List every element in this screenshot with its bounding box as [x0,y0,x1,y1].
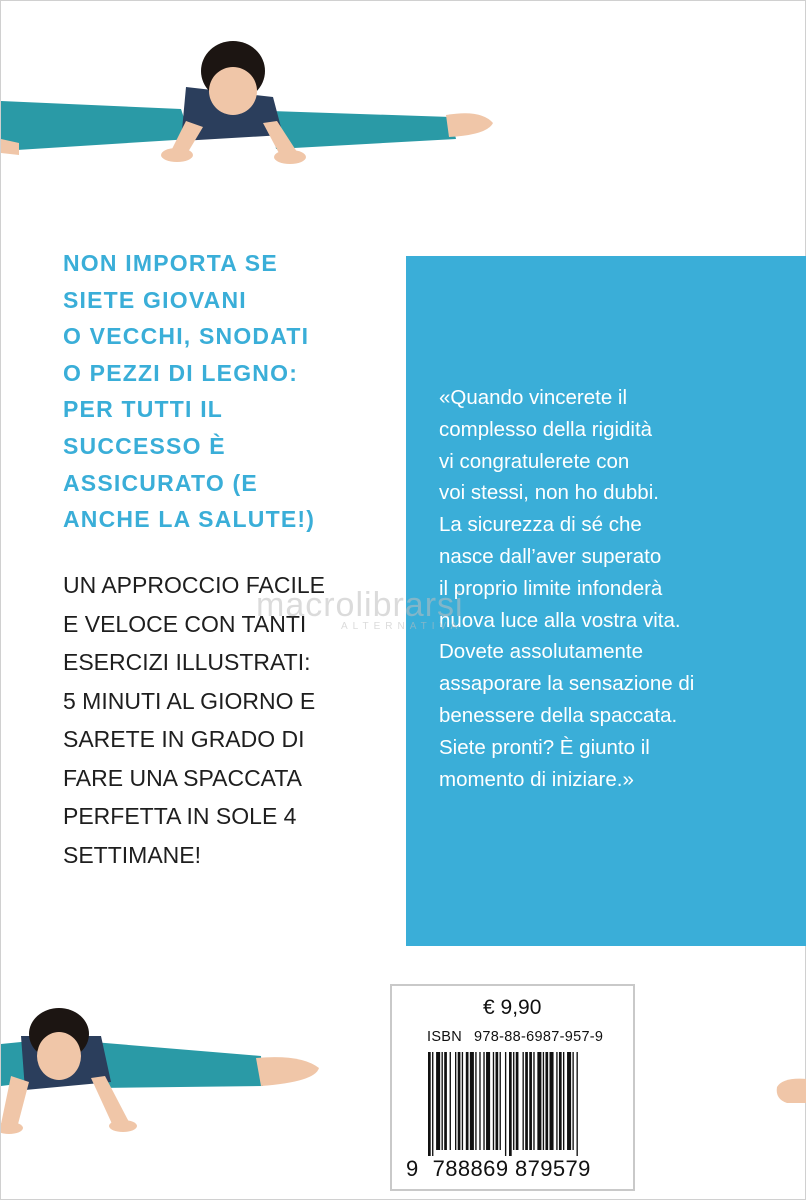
barcode-bar [432,1052,433,1156]
description-line: ESERCIZI ILLUSTRATI: [63,649,311,675]
quote-line: Siete pronti? È giunto il [439,735,650,759]
quote-line: «Quando vincerete il [439,386,628,409]
barcode-bar [462,1052,463,1150]
barcode-bar [577,1052,578,1156]
barcode-bar [505,1052,506,1156]
barcode-label [390,984,635,1191]
woman-split-stretch-icon [1,1006,321,1141]
description-line: PERFETTA IN SOLE 4 [63,803,297,829]
watermark-subtitle: ALTERNATIVA [341,621,463,632]
headline-line: ASSICURATO (E [63,469,258,496]
headline-line: SUCCESSO È [63,432,226,459]
quote-box [406,256,806,946]
barcode-bar [470,1052,474,1150]
barcode-bar [500,1052,501,1150]
headline-line: SIETE GIOVANI [63,286,247,313]
barcode-bar [455,1052,456,1150]
headline-line: NON IMPORTA SE [63,250,278,276]
quote-line: Dovete assolutamente [439,640,643,664]
quote-line: assaporare la sensazione di [439,672,695,696]
headline [63,245,393,538]
barcode-bar [493,1052,494,1150]
barcode-bar [475,1052,476,1150]
description-line: SARETE IN GRADO DI [63,726,305,752]
description-line: FARE UNA SPACCATA [63,764,302,791]
barcode-bar [550,1052,554,1150]
barcode-bar [428,1052,431,1156]
isbn-number: 978-88-6987-957-9 [474,1029,604,1045]
description-line: UN APPROCCIO FACILE [63,572,326,598]
barcode-bar [436,1052,440,1150]
barcode-bar [559,1052,562,1150]
headline-line: O VECCHI, SNODATI [63,323,310,350]
barcode-bar [513,1052,514,1150]
headline-line: ANCHE LA SALUTE!) [63,506,316,533]
quote-line: voi stessi, non ho dubbi. [439,481,659,505]
description-line: E VELOCE CON TANTI [63,610,307,637]
barcode-bar [533,1052,534,1150]
barcode-bar [537,1052,541,1150]
quote-line: vi congratulerete con [439,449,630,473]
barcode-bar [563,1052,564,1150]
woman-split-stretch-icon [1,39,521,169]
barcode-bar [486,1052,490,1150]
ean-first-digit: 9 [406,1156,419,1181]
barcode-bar [458,1052,461,1150]
barcode-bar [516,1052,519,1150]
barcode-bar [525,1052,528,1150]
quote-line: il proprio limite infonderà [439,576,663,600]
quote-line: momento di iniziare.» [439,767,634,791]
barcode-bar [567,1052,571,1150]
description-line: SETTIMANE! [63,841,202,868]
barcode-bar [496,1052,499,1150]
headline-line: O PEZZI DI LEGNO: [63,359,299,386]
barcode-bar [545,1052,548,1150]
barcode-icon [428,1052,618,1161]
watermark: macrolibrarsi [256,586,464,624]
isbn [427,1029,603,1045]
barcode-bar [529,1052,532,1150]
barcode-bar [509,1052,512,1156]
foot-fragment-icon [773,1077,806,1105]
price: € 9,90 [483,996,542,1019]
barcode-bar [450,1052,451,1150]
quote-line: complesso della rigidità [439,417,653,441]
barcode-bar [444,1052,447,1150]
quote-text [439,382,799,795]
barcode-bar [479,1052,480,1150]
ean-digits [406,1156,591,1182]
barcode-bar [556,1052,557,1150]
quote-line: nasce dall’aver superato [439,544,662,568]
barcode-bar [483,1052,484,1150]
headline-line: PER TUTTI IL [63,396,224,423]
barcode-bar [466,1052,469,1150]
barcode-bar [523,1052,524,1150]
quote-line: nuova luce alla vostra vita. [439,608,681,632]
quote-line: La sicurezza di sé che [439,513,642,537]
quote-line: benessere della spaccata. [439,703,678,727]
ean-digits-rest: 788869 879579 [432,1156,591,1181]
description-line: 5 MINUTI AL GIORNO E [63,687,316,714]
barcode-bar [572,1052,573,1150]
isbn-prefix: ISBN [427,1029,463,1045]
barcode-bar [442,1052,443,1150]
barcode-bar [543,1052,544,1150]
